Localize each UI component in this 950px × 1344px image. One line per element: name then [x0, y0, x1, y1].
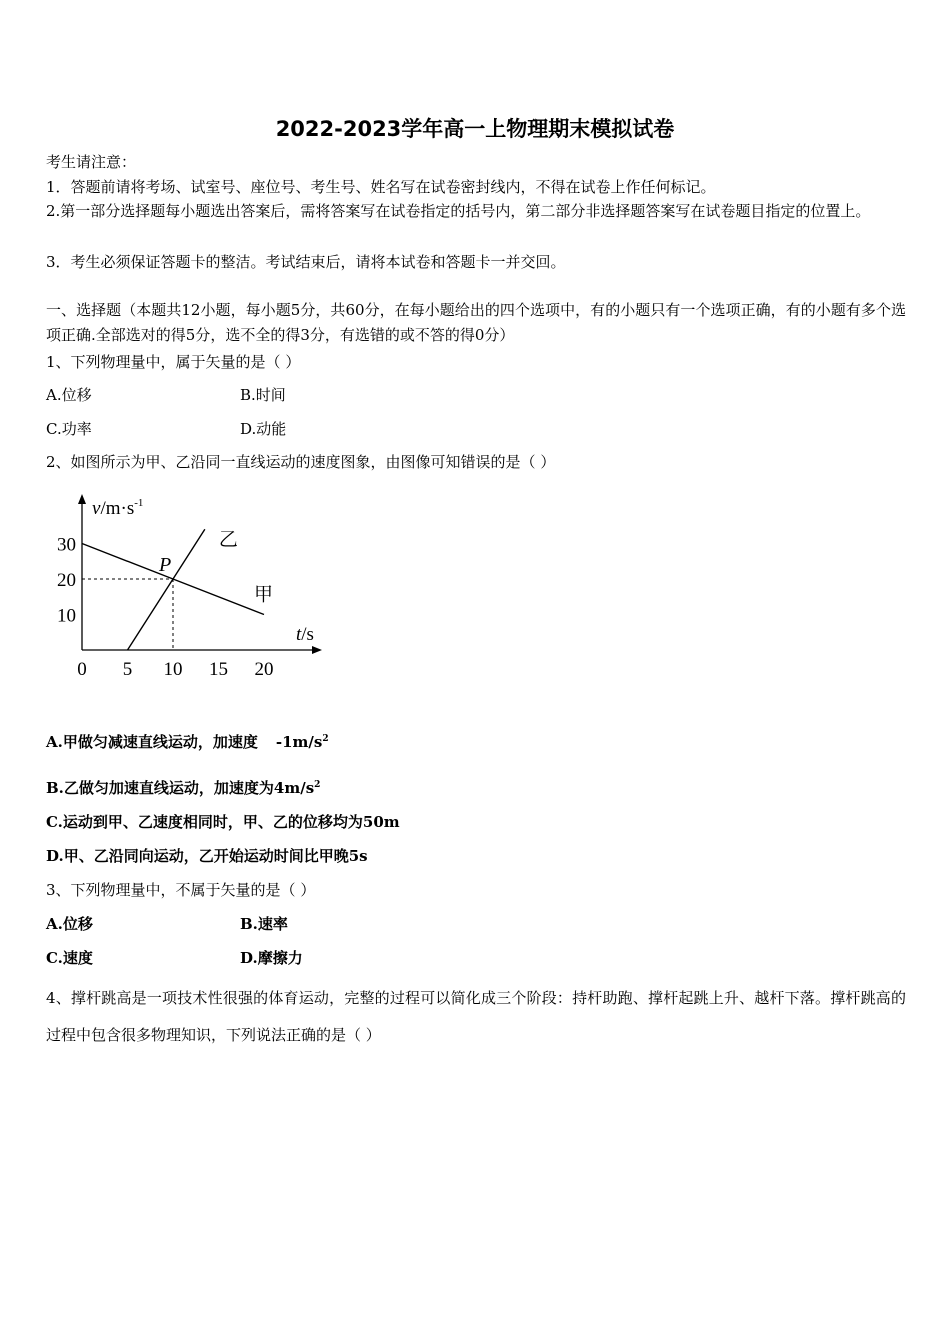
x-tick-label: 10	[163, 659, 183, 680]
y-tick-labels	[57, 535, 76, 627]
y-axis-label: $v/m\cdot s^{-1}$	[92, 497, 144, 519]
x-tick-label: 15	[209, 659, 228, 680]
guide-lines	[82, 579, 173, 650]
q1-option-a: A.位移	[46, 386, 92, 404]
q2-option-a-value: -1m/s	[275, 733, 323, 751]
q1-option-c: C.功率	[46, 420, 92, 438]
notice-heading: 考生请注意：	[46, 153, 137, 171]
axes	[82, 500, 316, 650]
q2-option-a-sup: 2	[322, 734, 329, 744]
x-axis-label: t/s	[296, 624, 314, 645]
q4-stem: 4、撑杆跳高是一项技术性很强的体育运动，完整的过程可以简化成三个阶段：持杆助跑、撑杆起跳上升、越杆下落。撑杆跳高的过程中包含很多物理知识，下列说法正确的是（ ）	[46, 989, 906, 1044]
q2-option-b	[46, 778, 320, 798]
y-tick-label: 30	[57, 534, 76, 556]
x-tick-label: 0	[77, 659, 87, 680]
q2-option-b-sup: 2	[314, 780, 321, 790]
y-axis-label-sup: -1	[134, 497, 144, 509]
q3-option-c: C.速度	[46, 949, 93, 967]
notice-item-2: 2.第一部分选择题每小题选出答案后，需将答案写在试卷指定的括号内，第二部分非选择题答案写在试卷题目指定的位置上。	[46, 202, 871, 220]
series-line-2	[128, 529, 205, 650]
series-labels	[219, 529, 273, 605]
q3-option-b: B.速率	[240, 915, 288, 933]
y-tick-label: 20	[57, 570, 76, 591]
q2-option-c: C.运动到甲、乙速度相同时，甲、乙的位移均为50m	[46, 813, 400, 831]
section-heading: 一、选择题（本题共12小题，每小题5分，共60分，在每小题给出的四个选项中，有的小题只有一个选项正确，有的小题有多个选项正确.全部选对的得5分，选不全的得3分，有选错的或不答的得0分）	[46, 301, 906, 344]
q1-stem: 1、下列物理量中，属于矢量的是（ ）	[46, 353, 301, 371]
y-axis-arrow	[78, 494, 86, 504]
q1-option-d: D.动能	[240, 420, 287, 438]
point-label-p: P	[159, 554, 172, 576]
velocity-time-graph	[44, 490, 344, 690]
q2-option-a	[46, 732, 329, 752]
series-label-1: 甲	[254, 584, 274, 606]
y-tick-label: 10	[57, 605, 76, 627]
page-title: 2022-2023学年高一上物理期末模拟试卷	[275, 117, 675, 141]
q3-option-d: D.摩擦力	[240, 949, 303, 967]
x-tick-label: 5	[122, 659, 133, 680]
q2-option-a-text: A.甲做匀减速直线运动，加速度	[46, 733, 258, 751]
notice-item-3: 3．考生必须保证答题卡的整洁。考试结束后，请将本试卷和答题卡一并交回。	[46, 253, 566, 271]
y-axis-unit: /m·s	[100, 498, 135, 519]
q2-option-d: D.甲、乙沿同向运动，乙开始运动时间比甲晚5s	[46, 847, 368, 865]
notice-item-1: 1．答题前请将考场、试室号、座位号、考生号、姓名写在试卷密封线内，不得在试卷上作任何标记。	[46, 178, 716, 196]
q3-stem: 3、下列物理量中，不属于矢量的是（ ）	[46, 881, 316, 899]
q2-stem: 2、如图所示为甲、乙沿同一直线运动的速度图象，由图像可知错误的是（ ）	[46, 453, 556, 471]
q2-option-b-text: B.乙做匀加速直线运动，加速度为4m/s	[46, 779, 315, 797]
x-axis-arrow	[312, 646, 322, 654]
q3-option-a: A.位移	[46, 915, 93, 933]
series-label-2: 乙	[218, 529, 238, 551]
x-tick-label: 20	[254, 659, 274, 680]
q1-option-b: B.时间	[240, 386, 286, 404]
x-tick-labels	[77, 659, 273, 680]
